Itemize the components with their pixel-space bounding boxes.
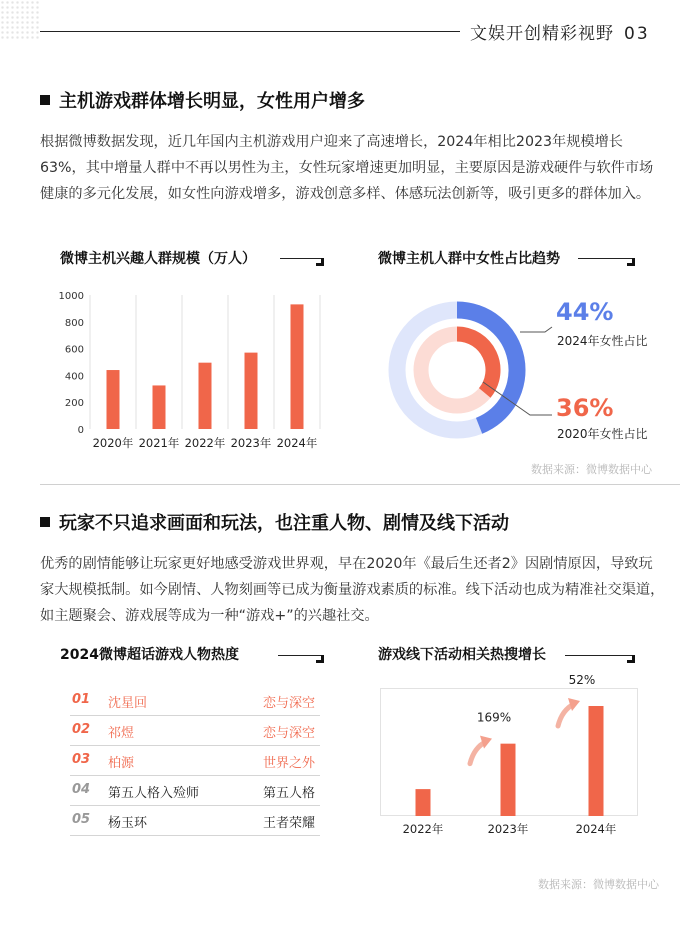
growth-bar bbox=[589, 706, 604, 816]
outer-ring-value: 44% bbox=[556, 298, 614, 326]
growth-chart-corner-icon bbox=[627, 655, 635, 663]
header-title bbox=[470, 19, 650, 44]
rank-number: 01 bbox=[72, 692, 91, 707]
up-arrow-icon bbox=[470, 736, 492, 764]
character-name: 柏源 bbox=[108, 756, 135, 771]
growth-x-label: 2024年 bbox=[575, 822, 617, 836]
bar bbox=[245, 353, 258, 429]
bar bbox=[291, 304, 304, 429]
bar bbox=[153, 385, 166, 429]
inner-ring-label: 2020年女性占比 bbox=[557, 427, 648, 441]
bar bbox=[199, 363, 212, 429]
bar-chart-corner-icon bbox=[316, 258, 324, 266]
ranking-corner-icon bbox=[316, 655, 324, 663]
game-name: 第五人格 bbox=[262, 786, 315, 801]
growth-chart-title-rule bbox=[565, 655, 633, 656]
y-tick-label: 800 bbox=[64, 317, 84, 329]
growth-x-label: 2023年 bbox=[487, 822, 529, 836]
section2-title-text: 玩家不只追求画面和玩法，也注重人物、剧情及线下活动 bbox=[59, 513, 509, 534]
x-tick-label: 2023年 bbox=[230, 436, 272, 450]
bullet-square-icon bbox=[40, 517, 50, 527]
character-name: 沈星回 bbox=[108, 696, 148, 711]
donut-chart-title: 微博主机人群中女性占比趋势 bbox=[378, 251, 560, 267]
section2-paragraph: 优秀的剧情能够让玩家更好地感受游戏世界观，早在2020年《最后生还者2》因剧情原因，导致玩家大规模抵制。如今剧情、人物刻画等已成为衡量游戏素质的标准。线下活动也成为精准社交渠道，如主题聚会、游戏展等成为一种“游戏+”的兴趣社交。 bbox=[40, 556, 665, 624]
game-name: 世界之外 bbox=[262, 756, 315, 771]
growth-bar bbox=[501, 744, 516, 816]
section1-title bbox=[40, 87, 365, 113]
ranking-row bbox=[70, 746, 320, 776]
data-source-1: 数据来源：微博数据中心 bbox=[531, 463, 652, 476]
rank-number: 02 bbox=[72, 722, 91, 737]
growth-percent-label: 169% bbox=[476, 710, 512, 725]
x-tick-label: 2021年 bbox=[138, 436, 180, 450]
game-name: 恋与深空 bbox=[262, 696, 315, 711]
x-tick-label: 2020年 bbox=[92, 436, 134, 450]
y-tick-label: 1000 bbox=[58, 291, 84, 302]
growth-chart bbox=[380, 670, 650, 840]
donut-center bbox=[432, 345, 482, 395]
header-dot-pattern bbox=[0, 0, 40, 40]
header-title-text: 文娱开创精彩视野 bbox=[470, 24, 614, 44]
bullet-square-icon bbox=[40, 95, 50, 105]
section1-title-text: 主机游戏群体增长明显，女性用户增多 bbox=[59, 91, 365, 112]
growth-chart-title: 游戏线下活动相关热搜增长 bbox=[378, 647, 546, 663]
y-tick-label: 600 bbox=[64, 344, 84, 356]
section-divider bbox=[40, 484, 680, 485]
ranking-row bbox=[70, 776, 320, 806]
ranking-title: 2024微博超话游戏人物热度 bbox=[60, 647, 239, 663]
rank-number: 04 bbox=[72, 782, 91, 797]
y-tick-label: 200 bbox=[64, 398, 84, 410]
y-tick-label: 0 bbox=[77, 425, 84, 436]
page-number: 03 bbox=[624, 24, 650, 44]
donut-chart-corner-icon bbox=[627, 258, 635, 266]
growth-bar bbox=[416, 789, 431, 816]
outer-ring-label: 2024年女性占比 bbox=[557, 334, 648, 348]
ranking-row bbox=[70, 716, 320, 746]
game-name: 王者荣耀 bbox=[262, 816, 315, 831]
character-name: 杨玉环 bbox=[108, 816, 148, 831]
ranking-row bbox=[70, 806, 320, 836]
character-name: 祁煜 bbox=[108, 726, 135, 741]
x-tick-label: 2022年 bbox=[184, 436, 226, 450]
donut-chart-title-rule bbox=[578, 258, 633, 259]
bar-chart bbox=[50, 285, 330, 455]
header-rule bbox=[40, 31, 460, 32]
character-name: 第五人格入殓师 bbox=[108, 786, 200, 801]
data-source-2: 数据来源：微博数据中心 bbox=[538, 878, 659, 891]
rank-number: 03 bbox=[72, 752, 91, 767]
growth-percent-label: 52% bbox=[568, 673, 596, 687]
rank-number: 05 bbox=[72, 812, 91, 827]
growth-x-label: 2022年 bbox=[402, 822, 444, 836]
game-name: 恋与深空 bbox=[262, 726, 315, 741]
inner-ring-value: 36% bbox=[556, 394, 614, 422]
x-tick-label: 2024年 bbox=[276, 436, 318, 450]
section1-paragraph: 根据微博数据发现，近几年国内主机游戏用户迎来了高速增长，2024年相比2023年规模增长63%，其中增量人群中不再以男性为主，女性玩家增速更加明显，主要原因是游戏硬件与软件市场健康的多元化发展，如女性向游戏增多，游戏创意多样、体感玩法创新等，吸引更多的群体加入。 bbox=[40, 134, 654, 202]
section2-title bbox=[40, 509, 509, 535]
ranking-row bbox=[70, 686, 320, 716]
bar bbox=[107, 370, 120, 429]
bar-chart-title: 微博主机兴趣人群规模（万人） bbox=[60, 251, 256, 267]
up-arrow-icon bbox=[558, 698, 580, 726]
outer-leader-line bbox=[520, 327, 552, 332]
y-tick-label: 400 bbox=[64, 371, 84, 383]
